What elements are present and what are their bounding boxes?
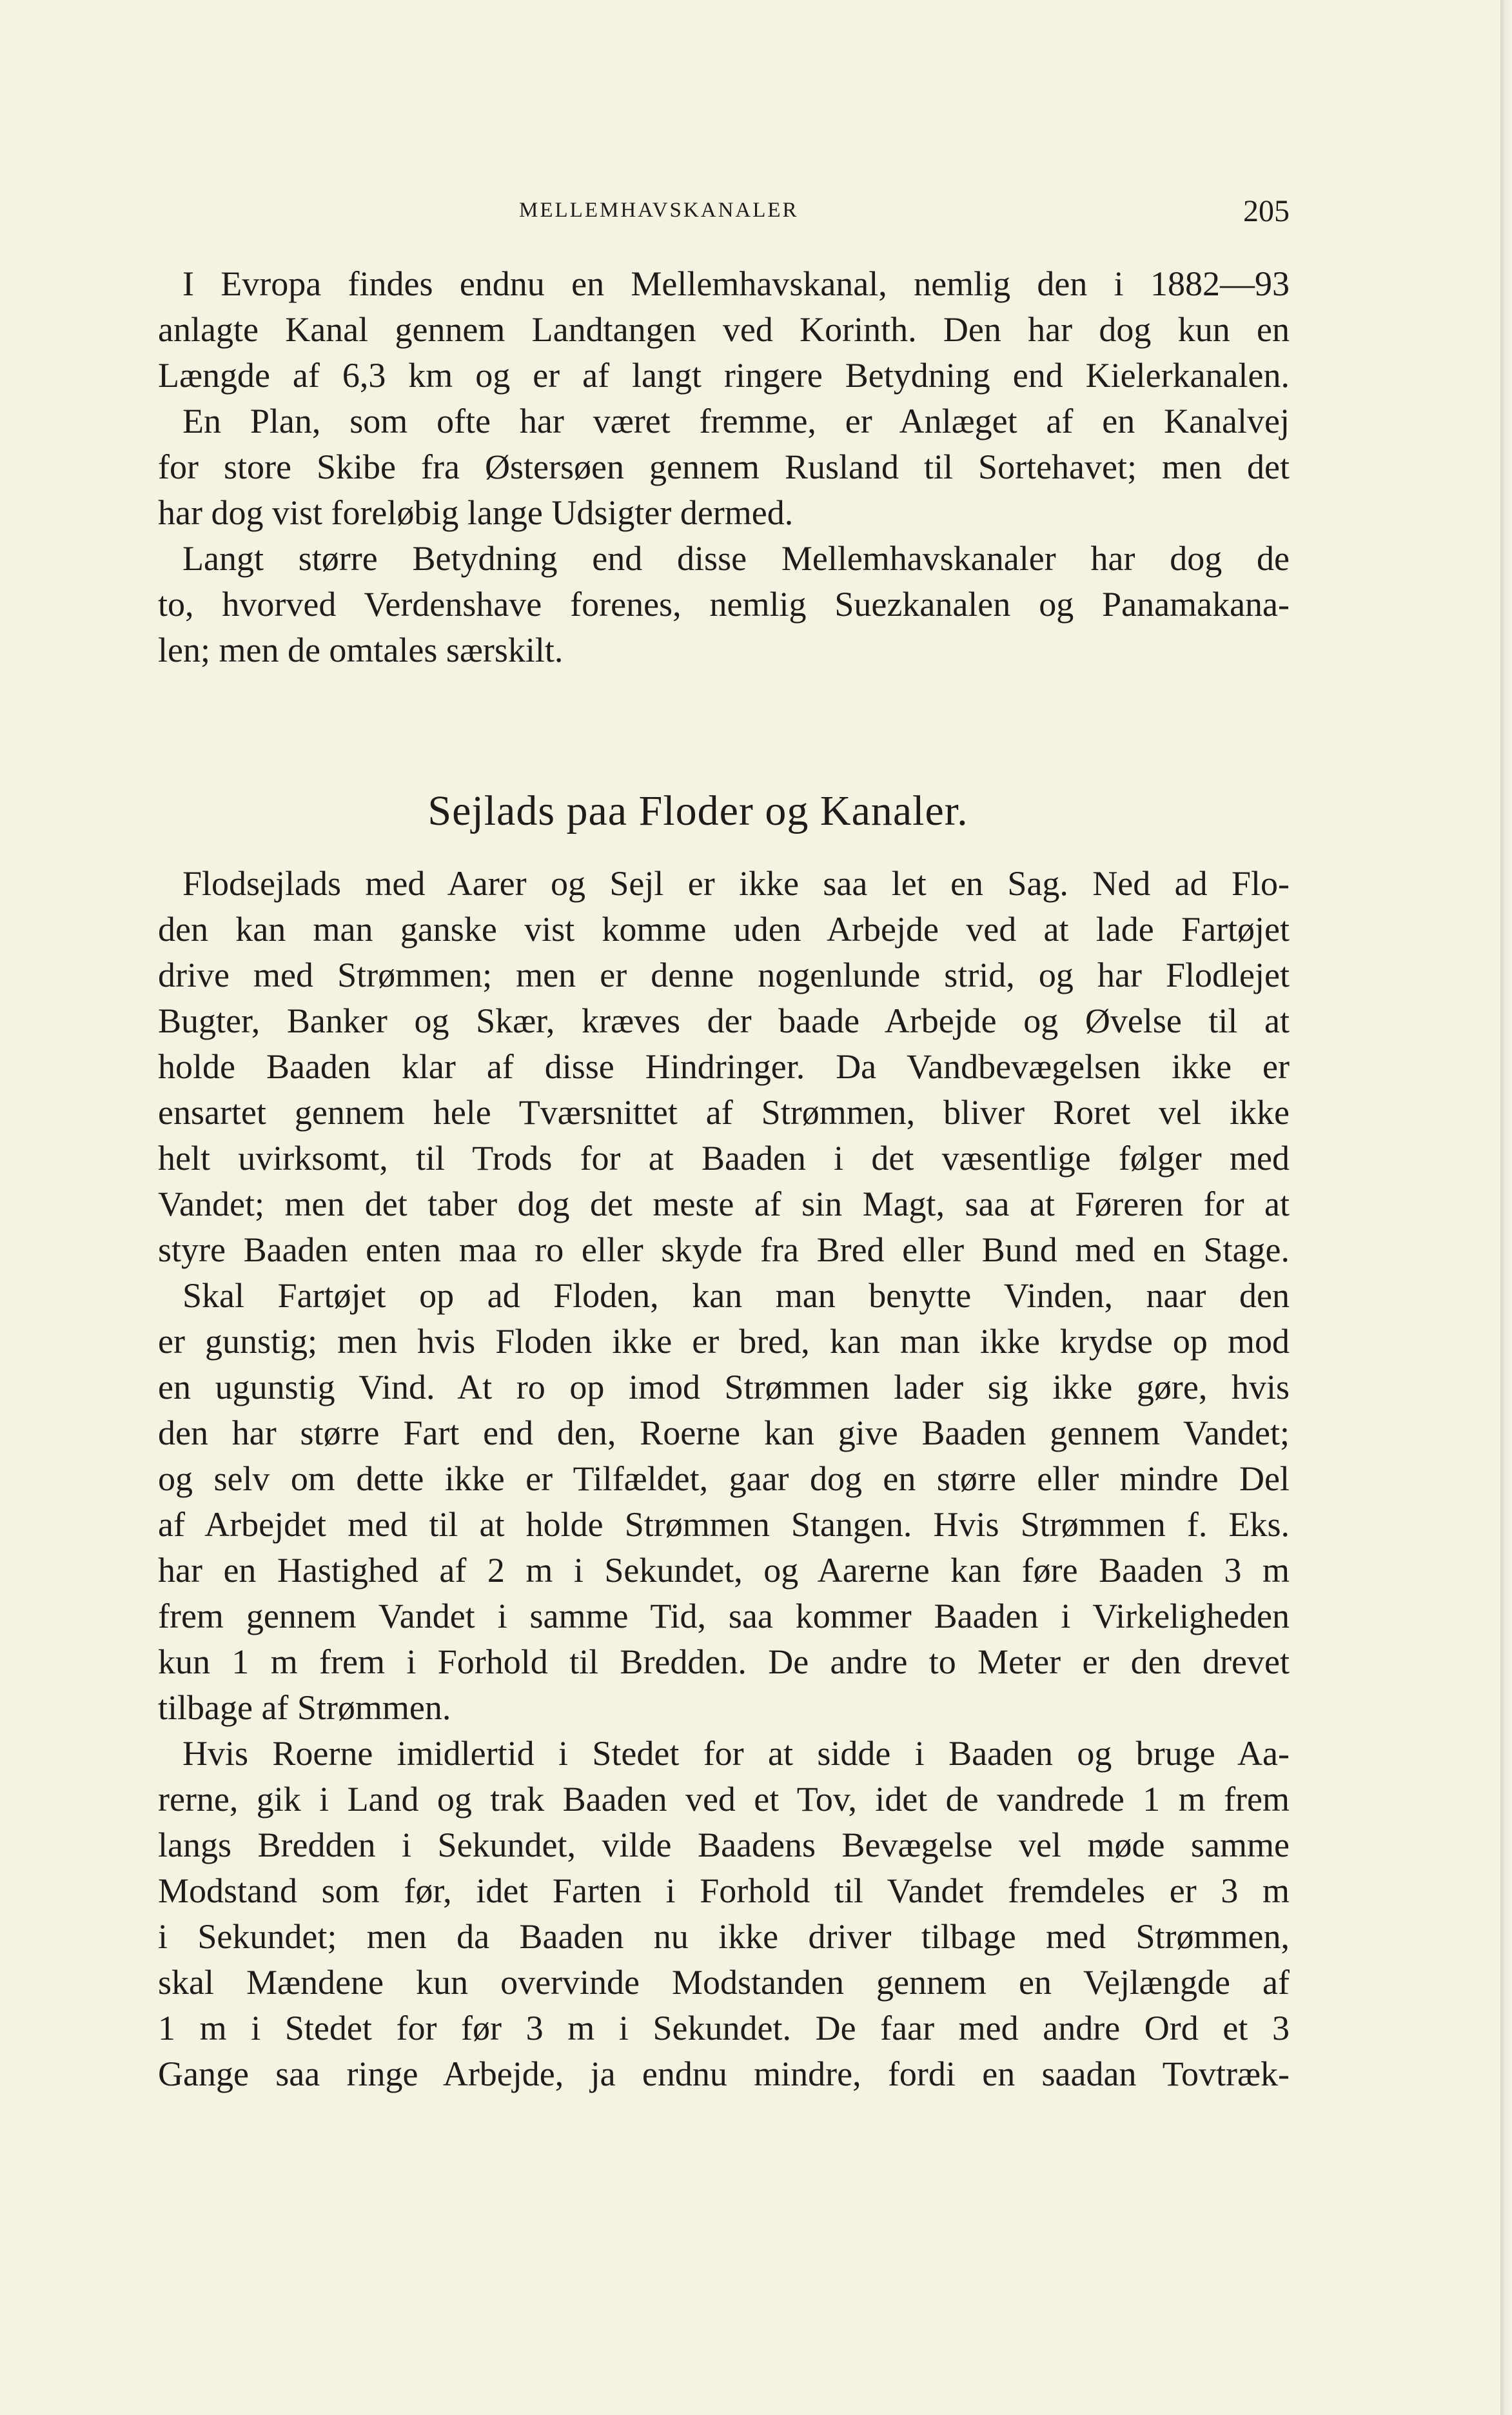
section-heading: Sejlads paa Floder og Kanaler. bbox=[427, 787, 968, 834]
text-line: skal Mændene kun overvinde Modstanden gennem en Vejlængde af bbox=[158, 1963, 1290, 2002]
text-line: langs Bredden i Sekundet, vilde Baadens Bevægelse vel møde samme bbox=[158, 1826, 1290, 1864]
text-line: Længde af 6,3 km og er af langt ringere Betydning end Kielerkanalen. bbox=[158, 356, 1290, 395]
text-line: for store Skibe fra Østersøen gennem Rusland til Sortehavet; men det bbox=[158, 448, 1290, 486]
text-line: holde Baaden klar af disse Hindringer. Da Vandbevægelsen ikke er bbox=[158, 1047, 1290, 1086]
text-line: ensartet gennem hele Tværsnittet af Strømmen, bliver Roret vel ikke bbox=[158, 1093, 1290, 1132]
text-line: styre Baaden enten maa ro eller skyde fra Bred eller Bund med en Stage. bbox=[158, 1230, 1290, 1269]
text-line: den har større Fart end den, Roerne kan give Baaden gennem Vandet; bbox=[158, 1414, 1290, 1452]
text-line: 1 m i Stedet for før 3 m i Sekundet. De faar med andre Ord et 3 bbox=[158, 2009, 1290, 2047]
text-line: Vandet; men det taber dog det meste af sin Magt, saa at Føreren for at bbox=[158, 1185, 1290, 1223]
text-line: Gange saa ringe Arbejde, ja endnu mindre, fordi en saadan Tovtræk- bbox=[158, 2055, 1290, 2093]
intro-text bbox=[158, 261, 1290, 673]
section-body bbox=[158, 861, 1290, 2097]
text-line: Hvis Roerne imidlertid i Stedet for at sidde i Baaden og bruge Aa- bbox=[182, 1734, 1290, 1773]
text-line: Bugter, Banker og Skær, kræves der baade Arbejde og Øvelse til at bbox=[158, 1001, 1290, 1040]
running-title: MELLEMHAVSKANALER bbox=[519, 199, 799, 222]
text-line: en ugunstig Vind. At ro op imod Strømmen lader sig ikke gøre, hvis bbox=[158, 1368, 1290, 1406]
text-line: len; men de omtales særskilt. bbox=[158, 631, 564, 669]
text-line: rerne, gik i Land og trak Baaden ved et Tov, idet de vandrede 1 m frem bbox=[158, 1780, 1290, 1819]
text-line: af Arbejdet med til at holde Strømmen Stangen. Hvis Strømmen f. Eks. bbox=[158, 1505, 1290, 1544]
text-line: Skal Fartøjet op ad Floden, kan man benytte Vinden, naar den bbox=[182, 1276, 1290, 1315]
text-line: Modstand som før, idet Farten i Forhold til Vandet fremdeles er 3 m bbox=[158, 1871, 1290, 1910]
text-line: Langt større Betydning end disse Mellemhavskanaler har dog de bbox=[182, 539, 1290, 578]
text-line: anlagte Kanal gennem Landtangen ved Korinth. Den har dog kun en bbox=[158, 310, 1290, 349]
text-line: har en Hastighed af 2 m i Sekundet, og Aarerne kan føre Baaden 3 m bbox=[158, 1551, 1290, 1590]
page-number: 205 bbox=[1243, 194, 1290, 228]
text-line: I Evropa findes endnu en Mellemhavskanal, nemlig den i 1882—93 bbox=[182, 264, 1290, 303]
text-line: helt uvirksomt, til Trods for at Baaden i det væsentlige følger med bbox=[158, 1139, 1290, 1178]
text-line: den kan man ganske vist komme uden Arbejde ved at lade Fartøjet bbox=[158, 910, 1290, 949]
text-line: og selv om dette ikke er Tilfældet, gaar dog en større eller mindre Del bbox=[158, 1459, 1290, 1498]
text-line: tilbage af Strømmen. bbox=[158, 1688, 451, 1727]
text-line: Flodsejlads med Aarer og Sejl er ikke saa let en Sag. Ned ad Flo- bbox=[182, 864, 1290, 903]
text-line: har dog vist foreløbig lange Udsigter dermed. bbox=[158, 493, 794, 532]
text-line: i Sekundet; men da Baaden nu ikke driver tilbage med Strømmen, bbox=[158, 1917, 1290, 1956]
text-line: to, hvorved Verdenshave forenes, nemlig Suezkanalen og Panamakana- bbox=[158, 585, 1290, 624]
text-line: drive med Strømmen; men er denne nogenlunde strid, og har Flodlejet bbox=[158, 956, 1290, 994]
text-line: kun 1 m frem i Forhold til Bredden. De andre to Meter er den drevet bbox=[158, 1642, 1290, 1681]
running-header bbox=[158, 193, 1290, 232]
text-line: frem gennem Vandet i samme Tid, saa kommer Baaden i Virkeligheden bbox=[158, 1597, 1290, 1635]
text-line: er gunstig; men hvis Floden ikke er bred, kan man ikke krydse op mod bbox=[158, 1322, 1290, 1361]
text-line: En Plan, som ofte har været fremme, er Anlæget af en Kanalvej bbox=[182, 402, 1290, 440]
page-edge-shadow bbox=[1500, 0, 1512, 2415]
